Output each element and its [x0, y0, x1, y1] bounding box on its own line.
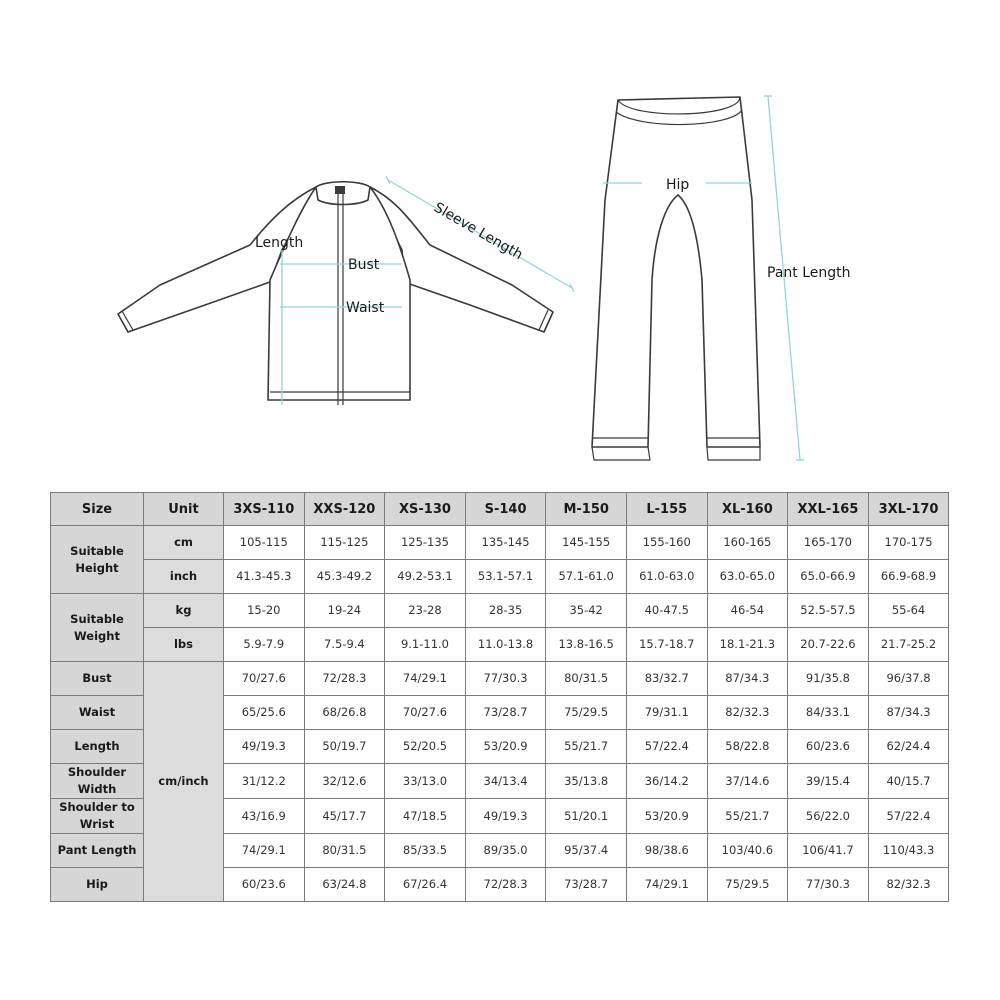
value-cell: 39/15.4 [788, 764, 869, 799]
value-cell: 9.1-11.0 [385, 628, 466, 662]
size-column-header: 3XL-170 [868, 493, 949, 526]
value-cell: 66.9-68.9 [868, 560, 949, 594]
table-row [51, 594, 949, 628]
value-cell: 61.0-63.0 [626, 560, 707, 594]
value-cell: 75/29.5 [546, 696, 627, 730]
value-cell: 170-175 [868, 526, 949, 560]
value-cell: 67/26.4 [385, 868, 466, 902]
value-cell: 28-35 [465, 594, 546, 628]
value-cell: 63.0-65.0 [707, 560, 788, 594]
value-cell: 77/30.3 [465, 662, 546, 696]
value-cell: 34/13.4 [465, 764, 546, 799]
value-cell: 40/15.7 [868, 764, 949, 799]
value-cell: 85/33.5 [385, 834, 466, 868]
value-cell: 19-24 [304, 594, 385, 628]
value-cell: 72/28.3 [304, 662, 385, 696]
measure-label: Shoulder to Wrist [51, 799, 144, 834]
value-cell: 53/20.9 [626, 799, 707, 834]
value-cell: 65.0-66.9 [788, 560, 869, 594]
pants-drawing [592, 96, 851, 460]
measure-label: Pant Length [51, 834, 144, 868]
value-cell: 105-115 [224, 526, 305, 560]
value-cell: 31/12.2 [224, 764, 305, 799]
measure-label: Length [51, 730, 144, 764]
value-cell: 15-20 [224, 594, 305, 628]
size-column-header: XS-130 [385, 493, 466, 526]
value-cell: 165-170 [788, 526, 869, 560]
measure-label: Bust [51, 662, 144, 696]
value-cell: 65/25.6 [224, 696, 305, 730]
value-cell: 53/20.9 [465, 730, 546, 764]
value-cell: 74/29.1 [626, 868, 707, 902]
size-column-header: 3XS-110 [224, 493, 305, 526]
value-cell: 49/19.3 [224, 730, 305, 764]
jacket-bust-label: Bust [348, 257, 380, 273]
row-group-label: Suitable Height [51, 526, 144, 594]
value-cell: 89/35.0 [465, 834, 546, 868]
value-cell: 33/13.0 [385, 764, 466, 799]
size-column-header: L-155 [626, 493, 707, 526]
value-cell: 43/16.9 [224, 799, 305, 834]
value-cell: 45/17.7 [304, 799, 385, 834]
value-cell: 74/29.1 [385, 662, 466, 696]
value-cell: 87/34.3 [707, 662, 788, 696]
measure-unit-cell: cm/inch [144, 662, 224, 902]
garment-illustration [0, 0, 1000, 480]
value-cell: 110/43.3 [868, 834, 949, 868]
value-cell: 20.7-22.6 [788, 628, 869, 662]
value-cell: 57.1-61.0 [546, 560, 627, 594]
pant-length-label: Pant Length [767, 265, 851, 281]
value-cell: 45.3-49.2 [304, 560, 385, 594]
value-cell: 49/19.3 [465, 799, 546, 834]
value-cell: 11.0-13.8 [465, 628, 546, 662]
value-cell: 40-47.5 [626, 594, 707, 628]
value-cell: 13.8-16.5 [546, 628, 627, 662]
table-row [51, 628, 949, 662]
unit-cell: cm [144, 526, 224, 560]
value-cell: 35-42 [546, 594, 627, 628]
value-cell: 80/31.5 [546, 662, 627, 696]
value-cell: 125-135 [385, 526, 466, 560]
value-cell: 135-145 [465, 526, 546, 560]
value-cell: 21.7-25.2 [868, 628, 949, 662]
value-cell: 18.1-21.3 [707, 628, 788, 662]
value-cell: 82/32.3 [868, 868, 949, 902]
value-cell: 55/21.7 [546, 730, 627, 764]
jacket-drawing [118, 176, 574, 405]
value-cell: 70/27.6 [385, 696, 466, 730]
value-cell: 62/24.4 [868, 730, 949, 764]
value-cell: 72/28.3 [465, 868, 546, 902]
value-cell: 106/41.7 [788, 834, 869, 868]
value-cell: 7.5-9.4 [304, 628, 385, 662]
unit-cell: lbs [144, 628, 224, 662]
value-cell: 41.3-45.3 [224, 560, 305, 594]
measure-label: Hip [51, 868, 144, 902]
value-cell: 23-28 [385, 594, 466, 628]
value-cell: 35/13.8 [546, 764, 627, 799]
size-column-header: XXL-165 [788, 493, 869, 526]
value-cell: 83/32.7 [626, 662, 707, 696]
size-column-header: S-140 [465, 493, 546, 526]
size-column-header: M-150 [546, 493, 627, 526]
value-cell: 68/26.8 [304, 696, 385, 730]
hip-label: Hip [666, 177, 690, 193]
size-column-header: XXS-120 [304, 493, 385, 526]
size-chart-table [50, 492, 949, 902]
value-cell: 73/28.7 [465, 696, 546, 730]
sleeve-length-label: Sleeve Length [431, 199, 526, 264]
table-row [51, 526, 949, 560]
value-cell: 82/32.3 [707, 696, 788, 730]
value-cell: 60/23.6 [788, 730, 869, 764]
value-cell: 103/40.6 [707, 834, 788, 868]
value-cell: 50/19.7 [304, 730, 385, 764]
value-cell: 91/35.8 [788, 662, 869, 696]
measure-label: Shoulder Width [51, 764, 144, 799]
value-cell: 32/12.6 [304, 764, 385, 799]
value-cell: 55-64 [868, 594, 949, 628]
value-cell: 52.5-57.5 [788, 594, 869, 628]
value-cell: 46-54 [707, 594, 788, 628]
jacket-waist-label: Waist [346, 300, 385, 316]
value-cell: 96/37.8 [868, 662, 949, 696]
value-cell: 56/22.0 [788, 799, 869, 834]
value-cell: 79/31.1 [626, 696, 707, 730]
value-cell: 155-160 [626, 526, 707, 560]
unit-cell: kg [144, 594, 224, 628]
size-header: Size [51, 493, 144, 526]
value-cell: 75/29.5 [707, 868, 788, 902]
value-cell: 60/23.6 [224, 868, 305, 902]
value-cell: 98/38.6 [626, 834, 707, 868]
value-cell: 77/30.3 [788, 868, 869, 902]
size-column-header: XL-160 [707, 493, 788, 526]
row-group-label: Suitable Weight [51, 594, 144, 662]
value-cell: 15.7-18.7 [626, 628, 707, 662]
value-cell: 55/21.7 [707, 799, 788, 834]
value-cell: 53.1-57.1 [465, 560, 546, 594]
value-cell: 84/33.1 [788, 696, 869, 730]
jacket-length-label: Length [255, 235, 304, 251]
table-row [51, 662, 949, 696]
value-cell: 47/18.5 [385, 799, 466, 834]
value-cell: 49.2-53.1 [385, 560, 466, 594]
header-row [51, 493, 949, 526]
table-row [51, 560, 949, 594]
value-cell: 57/22.4 [868, 799, 949, 834]
value-cell: 73/28.7 [546, 868, 627, 902]
value-cell: 37/14.6 [707, 764, 788, 799]
value-cell: 51/20.1 [546, 799, 627, 834]
value-cell: 52/20.5 [385, 730, 466, 764]
value-cell: 70/27.6 [224, 662, 305, 696]
value-cell: 145-155 [546, 526, 627, 560]
measure-label: Waist [51, 696, 144, 730]
value-cell: 80/31.5 [304, 834, 385, 868]
value-cell: 63/24.8 [304, 868, 385, 902]
value-cell: 74/29.1 [224, 834, 305, 868]
unit-cell: inch [144, 560, 224, 594]
value-cell: 58/22.8 [707, 730, 788, 764]
unit-header: Unit [144, 493, 224, 526]
value-cell: 87/34.3 [868, 696, 949, 730]
value-cell: 36/14.2 [626, 764, 707, 799]
value-cell: 5.9-7.9 [224, 628, 305, 662]
value-cell: 57/22.4 [626, 730, 707, 764]
value-cell: 115-125 [304, 526, 385, 560]
value-cell: 95/37.4 [546, 834, 627, 868]
value-cell: 160-165 [707, 526, 788, 560]
